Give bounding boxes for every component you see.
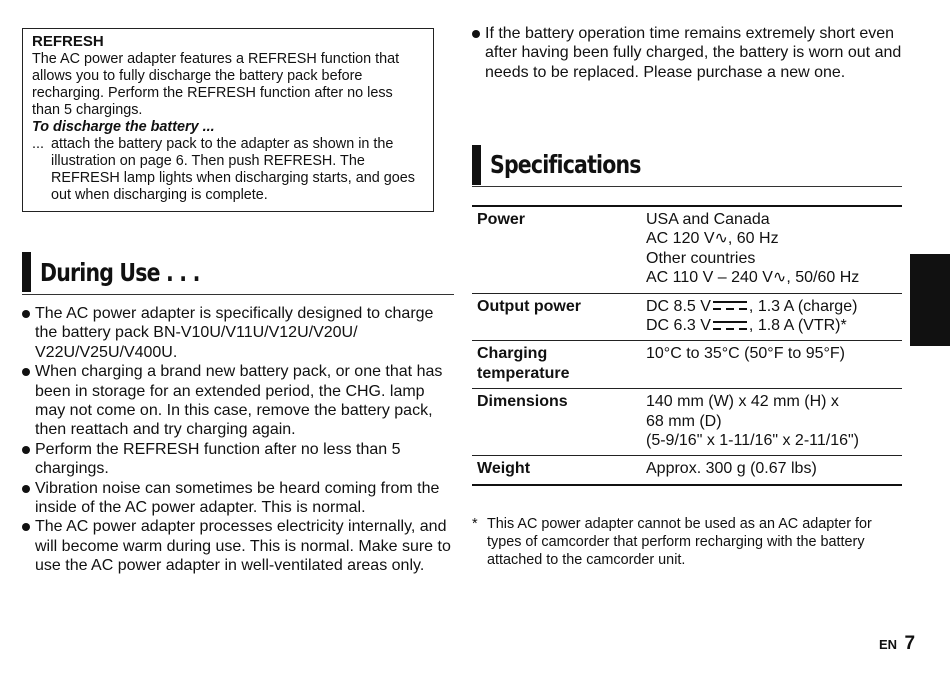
footnote-mark: * <box>472 516 478 532</box>
list-item <box>22 440 452 479</box>
list-item <box>472 24 904 82</box>
list-item <box>22 304 452 362</box>
specifications-heading <box>472 143 902 187</box>
table-row <box>472 389 902 456</box>
list-item <box>22 479 452 518</box>
list-item <box>22 517 452 575</box>
table-row <box>472 341 902 389</box>
footnote <box>472 515 904 569</box>
power-line: USA and Canada <box>646 211 770 228</box>
spec-value <box>638 206 902 293</box>
during-use-list <box>22 304 452 576</box>
heading-bar-icon <box>22 252 31 292</box>
refresh-info-box <box>22 28 434 212</box>
specifications-table <box>472 205 902 486</box>
page-number <box>879 633 915 655</box>
refresh-step <box>32 136 424 204</box>
power-line: Other countries <box>646 249 756 267</box>
list-item <box>22 362 452 440</box>
bullet-icon <box>22 523 30 531</box>
table-row <box>472 456 902 485</box>
table-row <box>472 293 902 341</box>
output-line <box>646 316 898 335</box>
refresh-step-text: attach the battery pack to the adapter as shown in the illustration on page 6. Then push REFRESH. The REFRESH lamp lights when discharging starts, and goes out when discharging is complete. <box>51 136 415 203</box>
bullet-text: Vibration noise can sometimes be heard coming from the inside of the AC power adapter. This is normal. <box>35 479 440 517</box>
bullet-text: Perform the REFRESH function after no less than 5 chargings. <box>35 440 401 478</box>
spec-label: Power <box>472 206 638 293</box>
during-use-title: During Use . . . <box>40 257 200 287</box>
page-number-value: 7 <box>904 633 916 654</box>
power-voltage: AC 110 V – 240 V <box>646 269 773 287</box>
bullet-icon <box>472 30 480 38</box>
dimensions-line: 140 mm (W) x 42 mm (H) x <box>646 393 839 411</box>
dimensions-line: (5-9/16" x 1-11/16" x 2-11/16") <box>646 432 859 450</box>
section-tab-marker <box>910 254 950 346</box>
refresh-body: The AC power adapter features a REFRESH function that allows you to fully discharge the battery pack before recharging. Perform the REFRESH function after no less than 5 chargings. <box>32 51 400 118</box>
power-frequency: , 50/60 Hz <box>786 269 860 287</box>
power-frequency: , 60 Hz <box>727 230 779 248</box>
spec-label <box>472 341 638 389</box>
bullet-text: The AC power adapter is specifically designed to charge the battery pack BN-V10U/V11U/V12U/V20U/ V22U/V25U/V400U. <box>35 305 434 361</box>
power-line <box>646 268 898 287</box>
specifications-title: Specifications <box>490 150 641 179</box>
table-row <box>472 206 902 293</box>
output-voltage: DC 6.3 V <box>646 317 711 335</box>
spec-label: Output power <box>472 293 638 341</box>
spec-value: Approx. 300 g (0.67 lbs) <box>638 456 902 485</box>
refresh-step-prefix: ... <box>32 136 44 152</box>
heading-bar-icon <box>472 145 481 185</box>
bullet-icon <box>22 485 30 493</box>
spec-label-line: Charging <box>477 345 548 363</box>
bullet-icon <box>22 446 30 454</box>
spec-label-line: temperature <box>477 364 570 382</box>
spec-label: Weight <box>472 456 638 485</box>
spec-label: Dimensions <box>472 389 638 456</box>
during-use-heading <box>22 250 454 295</box>
page-language: EN <box>879 637 898 652</box>
output-voltage: DC 8.5 V <box>646 297 711 315</box>
power-voltage: AC 120 V <box>646 230 715 248</box>
spec-value <box>638 293 902 341</box>
bullet-text: The AC power adapter processes electricity internally, and will become warm during use. This is normal. Make sure to use the AC power adapter in well-ventilated areas only. <box>35 518 451 575</box>
battery-note-list <box>472 24 904 82</box>
output-line <box>646 297 898 316</box>
output-current: , 1.8 A (VTR)* <box>748 317 847 335</box>
ac-symbol-icon: ∿ <box>772 269 787 287</box>
battery-note-text: If the battery operation time remains extremely short even after having been fully charged, the battery is worn out and needs to be replaced. Please purchase a new one. <box>485 25 902 81</box>
ac-symbol-icon: ∿ <box>714 230 728 248</box>
dc-symbol-icon <box>713 320 747 332</box>
output-current: , 1.3 A (charge) <box>748 297 858 315</box>
refresh-title: REFRESH <box>32 33 104 50</box>
bullet-icon <box>22 310 30 318</box>
spec-value: 10°C to 35°C (50°F to 95°F) <box>638 341 902 389</box>
bullet-text: When charging a brand new battery pack, or one that has been in storage for an extended period, the CHG. lamp may not come on. In this case, remove the battery pack, then reattach and try charging again. <box>35 363 443 439</box>
refresh-subheading: To discharge the battery ... <box>32 119 215 135</box>
dc-symbol-icon <box>713 300 747 312</box>
dimensions-line: 68 mm (D) <box>646 412 722 430</box>
spec-value <box>638 389 902 456</box>
bullet-icon <box>22 368 30 376</box>
footnote-text: This AC power adapter cannot be used as an AC adapter for types of camcorder that perform recharging with the battery attached to the camcorder unit. <box>487 516 872 568</box>
power-line <box>646 229 898 248</box>
